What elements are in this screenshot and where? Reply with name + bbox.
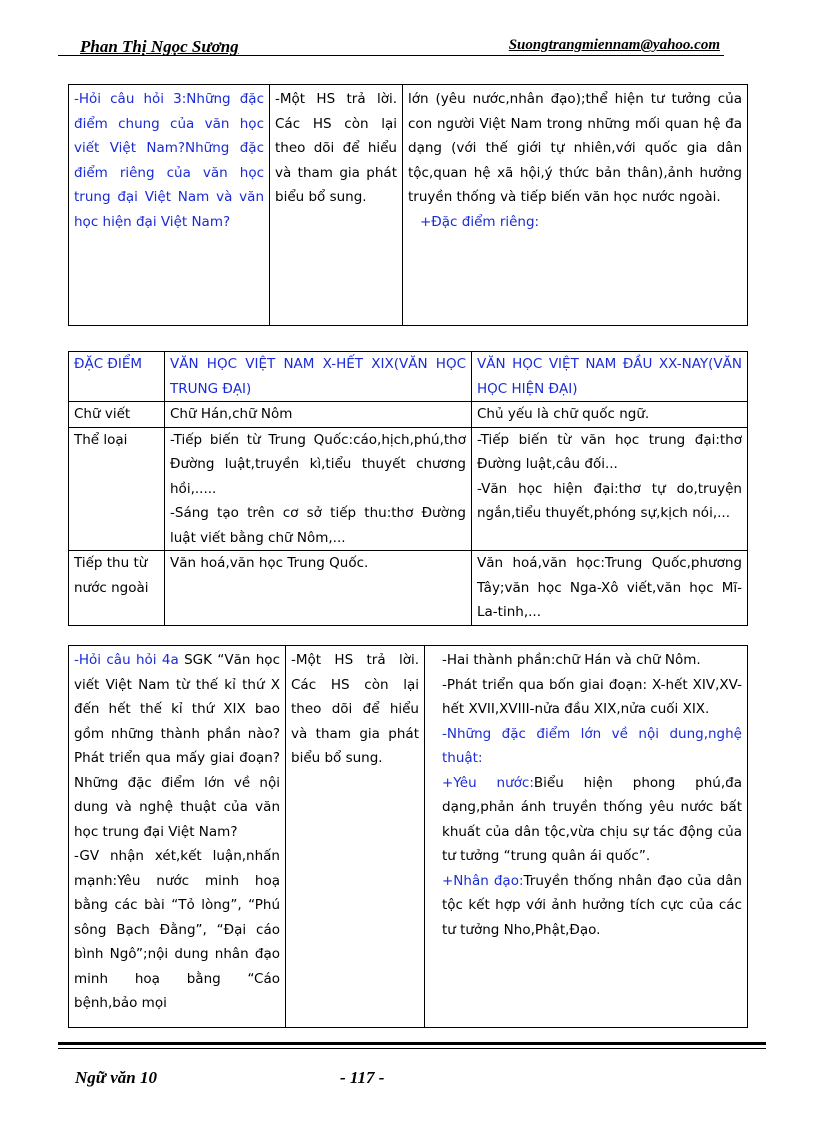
table-cell: Chữ Hán,chữ Nôm [165, 402, 472, 428]
student-text: -Một HS trả lời. Các HS còn lại theo dõi để hiểu và tham gia phát biểu bổ sung. [275, 91, 397, 205]
table-row [69, 646, 748, 1028]
content-text: lớn (yêu nước,nhân đạo);thể hiện tư tưởng của con người Việt Nam trong những mối quan hệ đa dạng (với thế giới tự nhiên,với quốc gia dân tộc,quan hệ xã hội,ý thức bản thân),ảnh hưởng truyền thống và tiếp biến văn học nước ngoài. [408, 91, 742, 205]
lesson-table-2 [68, 645, 748, 1028]
teacher-conclusion: -GV nhận xét,kết luận,nhấn mạnh:Yêu nước minh hoạ bằng các bài “Tỏ lòng”, “Phú sông Bạch Đằng”, “Đại cáo bình Ngô”;nội dung nhân đạo minh hoạ bằng “Cáo bệnh,bảo mọi [74, 848, 280, 1011]
content-text: Truyền thống nhân đạo của dân tộc kết hợp với ảnh hưởng tích cực của các tư tưởng Nho,Phật,Đạo. [442, 872, 742, 938]
author-name: Phan Thị Ngọc Sương [80, 37, 239, 56]
lesson-content [403, 85, 748, 326]
cell-paragraph: -Tiếp biến từ văn học trung đại:thơ Đường luật,câu đối... [477, 431, 742, 472]
teacher-activity [69, 85, 270, 326]
header-cell: ĐẶC ĐIỂM [69, 352, 165, 402]
content-label: +Nhân đạo: [442, 872, 524, 889]
table-row [69, 402, 748, 428]
comparison-table [68, 351, 748, 626]
lesson-content [425, 646, 748, 1028]
row-label: Tiếp thu từ nước ngoài [69, 551, 165, 626]
table-cell [472, 427, 748, 551]
student-activity [270, 85, 403, 326]
table-row [69, 352, 748, 402]
page-number: - 117 - [340, 1068, 385, 1087]
content-line [430, 771, 742, 869]
lesson-table-1 [68, 84, 748, 326]
footer-subject: Ngữ văn 10 [75, 1068, 157, 1087]
content-subheading: +Đặc điểm riêng: [420, 213, 540, 230]
table-row [69, 85, 748, 326]
student-text: -Một HS trả lời. Các HS còn lại theo dõi để hiểu và tham gia phát biểu bổ sung. [291, 652, 419, 766]
row-label: Chữ viết [69, 402, 165, 428]
content-line: -Hai thành phần:chữ Hán và chữ Nôm. [442, 652, 701, 668]
footer-rule-thick [58, 1042, 766, 1045]
teacher-text: -Hỏi câu hỏi 3:Những đặc điểm chung của văn học viết Việt Nam?Những đặc điểm riêng của văn học trung đại Việt Nam và văn học hiện đại Việt Nam? [74, 91, 264, 230]
table-cell: Chủ yếu là chữ quốc ngữ. [472, 402, 748, 428]
footer-rule-thin [58, 1048, 766, 1049]
content-line: -Phát triển qua bốn giai đoạn: X-hết XIV,XV-hết XVII,XVIII-nửa đầu XIX,nửa cuối XIX. [442, 676, 742, 717]
row-label: Thể loại [69, 427, 165, 551]
table-row [69, 551, 748, 626]
content-text: Biểu hiện phong phú,đa dạng,phản ánh truyền thống yêu nước bất khuất của dân tộc,vừa chịu sự tác động của tư tưởng “trung quân ái quốc”. [442, 774, 742, 864]
page-header [58, 37, 724, 59]
author-email: Suongtrangmiennam@yahoo.com [508, 37, 720, 53]
header-cell: VĂN HỌC VIỆT NAM X-HẾT XIX(VĂN HỌC TRUNG ĐẠI) [165, 352, 472, 402]
content-subheading: -Những đặc điểm lớn về nội dung,nghệ thuật: [442, 725, 742, 766]
header-rule [58, 55, 724, 56]
content-label: +Yêu nước: [442, 774, 534, 791]
table-cell: Văn hoá,văn học:Trung Quốc,phương Tây;văn học Nga-Xô viết,văn học Mĩ-La-tinh,... [472, 551, 748, 626]
content-line [430, 869, 742, 943]
table-cell: Văn hoá,văn học Trung Quốc. [165, 551, 472, 626]
student-activity [286, 646, 425, 1028]
cell-paragraph: -Văn học hiện đại:thơ tự do,truyện ngắn,tiểu thuyết,phóng sự,kịch nói,... [477, 480, 742, 521]
cell-paragraph: -Tiếp biến từ Trung Quốc:cáo,hịch,phú,thơ Đường luật,truyền kì,tiểu thuyết chương hồi,..... [170, 431, 466, 497]
cell-paragraph: -Sáng tạo trên cơ sở tiếp thu:thơ Đường luật viết bằng chữ Nôm,... [170, 505, 466, 546]
table-row [69, 427, 748, 551]
teacher-activity [69, 646, 286, 1028]
teacher-question: -Hỏi câu hỏi 4a [74, 652, 179, 668]
teacher-question-rest: SGK “Văn học viết Việt Nam từ thế kỉ thứ X đến hết thế kỉ thứ XIX bao gồm những thành phần nào?Phát triển qua mấy giai đoạn?Những đặc điểm lớn về nội dung và nghệ thuật của văn học trung đại Việt Nam? [74, 652, 280, 840]
header-cell: VĂN HỌC VIỆT NAM ĐẦU XX-NAY(VĂN HỌC HIỆN ĐẠI) [472, 352, 748, 402]
table-cell [165, 427, 472, 551]
